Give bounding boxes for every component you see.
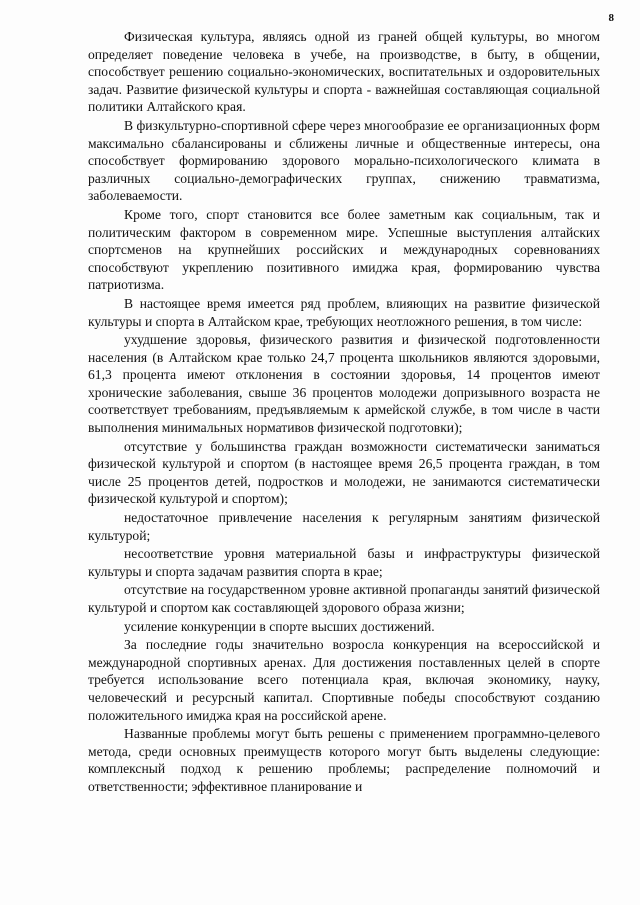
list-item: недостаточное привлечение населения к регулярным занятиям физической культурой; — [88, 510, 600, 543]
paragraph: За последние годы значительно возросла конкуренция на всероссийской и международной спортивных аренах. Для достижения поставленных целей в спорте требуется использование всего потенциала края, включая экономику, науку, человеческий и ресурсный капитал. Спортивные победы способствуют созданию положительного имиджа края на российской арене. — [88, 637, 600, 723]
list-item: отсутствие у большинства граждан возможности систематически заниматься физической культурой и спортом (в настоящее время 26,5 процента граждан, в том числе 25 процентов детей, подростков и молодежи, не занимаются систематически физической культурой и спортом); — [88, 438, 600, 507]
paragraph: Физическая культура, являясь одной из граней общей культуры, во многом определяет поведение человека в учебе, на производстве, в быту, в общении, способствует решению социально-экономических, воспитательных и оздоровительных задач. Развитие физической культуры и спорта - важнейшая составляющая социальной политики Алтайского края. — [88, 29, 600, 115]
page-number: 8 — [608, 12, 614, 24]
list-item: несоответствие уровня материальной базы и инфраструктуры физической культуры и спорта задачам развития спорта в крае; — [88, 546, 600, 579]
paragraph: Кроме того, спорт становится все более заметным как социальным, так и политическим фактором в современном мире. Успешные выступления алтайских спортсменов на крупнейших российских и международных соревнованиях способствуют укреплению позитивного имиджа края, формированию чувства патриотизма. — [88, 206, 600, 293]
list-item: отсутствие на государственном уровне активной пропаганды занятий физической культурой и спортом как составляющей здорового образа жизни; — [88, 582, 600, 615]
paragraph: Названные проблемы могут быть решены с применением программно-целевого метода, среди основных преимуществ которого могут быть выделены следующие: комплексный подход к решению проблемы; распределение полномочий и ответственности; эффективное планирование и — [88, 726, 600, 794]
paragraph: В физкультурно-спортивной сфере через многообразие ее организационных форм максимально сбалансированы и сближены личные и общественные интересы, она способствует формированию здорового морально-психологического климата в различных социально-демографических группах, снижению травматизма, заболеваемости. — [88, 117, 600, 204]
paragraph: В настоящее время имеется ряд проблем, влияющих на развитие физической культуры и спорта в Алтайском крае, требующих неотложного решения, в том числе: — [88, 295, 600, 329]
list-item: усиление конкуренции в спорте высших достижений. — [124, 618, 435, 634]
document-body — [88, 28, 600, 797]
list-item: ухудшение здоровья, физического развития и физической подготовленности населения (в Алтайском крае только 24,7 процента школьников являются здоровыми, 61,3 процента имеют отклонения в состоянии здоровья, 14 процентов имеют хронические заболевания, свыше 36 процентов молодежи допризывного возраста не соответствует требованиям, предъявляемым к армейской службе, в том числе в части выполнения минимальных нормативов физической подготовки); — [88, 332, 600, 436]
